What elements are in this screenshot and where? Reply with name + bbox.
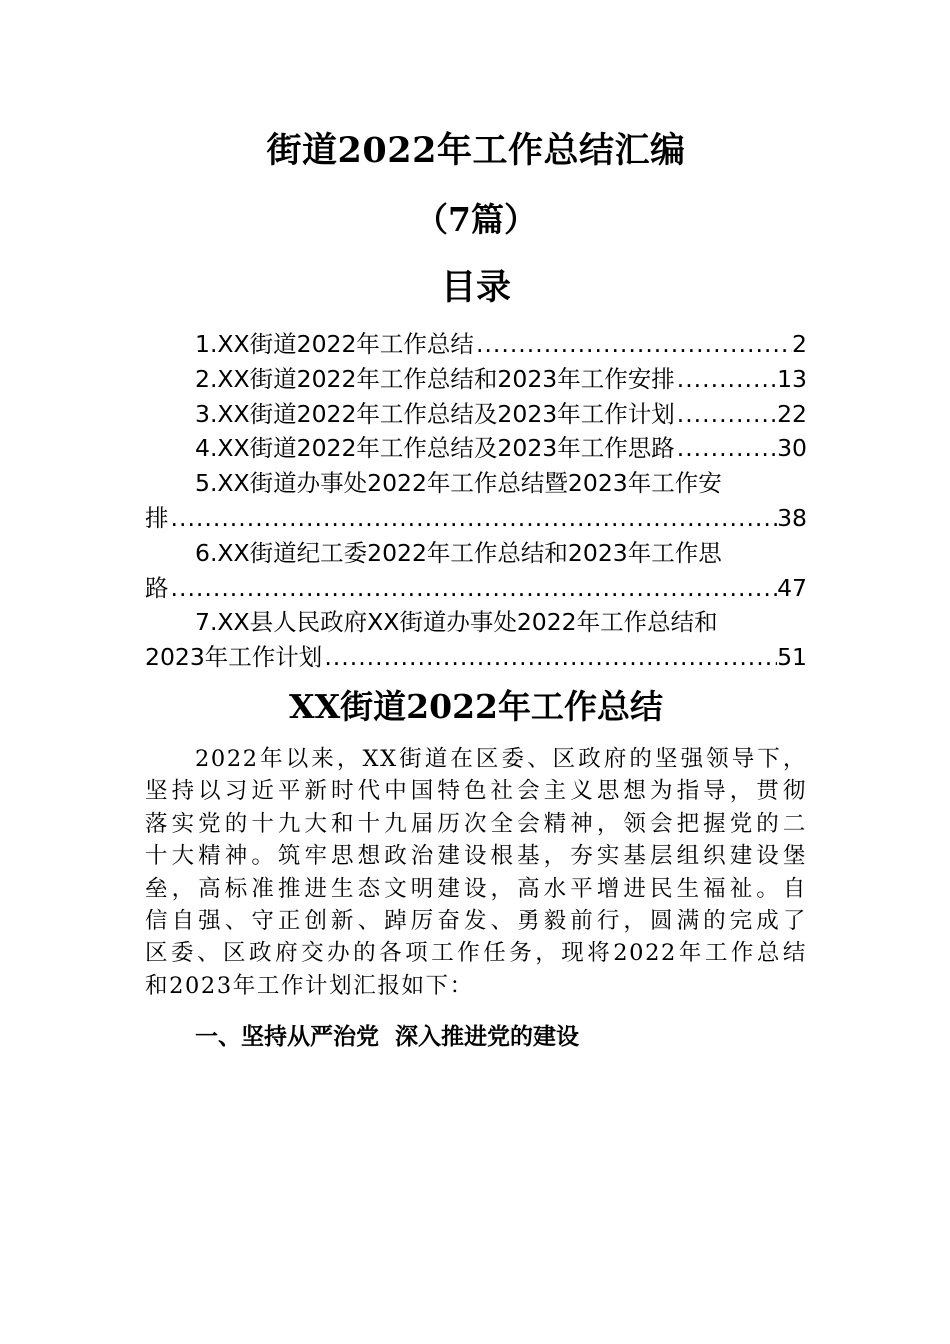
toc-leader-dots bbox=[169, 501, 778, 536]
toc-leader-dots bbox=[322, 640, 777, 675]
section-heading-1: 一、坚持从严治党 深入推进党的建设 bbox=[195, 1024, 580, 1050]
toc-leader-dots bbox=[675, 362, 777, 397]
toc-entry-text: 1.XX街道2022年工作总结 bbox=[195, 330, 474, 358]
toc-leader-dots bbox=[169, 571, 778, 606]
body-paragraph bbox=[145, 743, 807, 1002]
paragraph-line: 落实党的十九大和十九届历次全会精神，领会把握党的二 bbox=[145, 810, 807, 837]
toc-entry-1[interactable] bbox=[145, 327, 807, 362]
toc-entry-text: 7.XX县人民政府XX街道办事处2022年工作总结和 bbox=[195, 608, 718, 637]
toc-entry-text: 2023年工作计划 bbox=[145, 643, 323, 672]
toc-entry-3[interactable] bbox=[145, 397, 807, 432]
toc-entry-text: 2.XX街道2022年工作总结和2023年工作安排 bbox=[195, 364, 675, 393]
toc-page-number: 51 bbox=[777, 643, 807, 672]
paragraph-line: 信自强、守正创新、踔厉奋发、勇毅前行，圆满的完成了 bbox=[145, 907, 807, 934]
paragraph-line: 和2023年工作计划汇报如下： bbox=[145, 972, 474, 999]
toc-entry-text: 5.XX街道办事处2022年工作总结暨2023年工作安 bbox=[195, 469, 722, 498]
paragraph-line: 十大精神。筑牢思想政治建设根基，夯实基层组织建设堡 bbox=[145, 843, 807, 870]
toc-page-number: 30 bbox=[777, 434, 807, 463]
toc-page-number: 13 bbox=[777, 364, 807, 393]
toc-entry-6-line-1[interactable] bbox=[145, 536, 807, 571]
toc-page-number: 22 bbox=[777, 399, 807, 428]
document-subtitle: （7篇） bbox=[415, 200, 537, 239]
toc-leader-dots bbox=[675, 431, 777, 466]
toc-entry-text: 4.XX街道2022年工作总结及2023年工作思路 bbox=[195, 434, 675, 463]
toc-heading: 目录 bbox=[440, 267, 511, 308]
toc-page-number: 38 bbox=[777, 503, 807, 532]
document-title: 街道2022年工作总结汇编 bbox=[266, 130, 686, 171]
toc-entry-6-line-2[interactable] bbox=[145, 571, 807, 606]
paragraph-line: 2022年以来，XX街道在区委、区政府的坚强领导下， bbox=[195, 746, 807, 772]
toc-entry-text: 排 bbox=[145, 503, 169, 532]
toc-leader-dots bbox=[675, 397, 777, 432]
toc-page-number: 47 bbox=[777, 573, 807, 602]
paragraph-line: 区委、区政府交办的各项工作任务，现将2022年工作总结 bbox=[145, 940, 807, 967]
toc-entry-2[interactable] bbox=[145, 362, 807, 397]
toc-entry-7-line-1[interactable] bbox=[145, 605, 807, 640]
table-of-contents bbox=[145, 327, 807, 675]
toc-entry-4[interactable] bbox=[145, 431, 807, 466]
section-title: XX街道2022年工作总结 bbox=[288, 687, 664, 726]
toc-leader-dots bbox=[474, 327, 792, 362]
toc-entry-5-line-1[interactable] bbox=[145, 466, 807, 501]
paragraph-line: 坚持以习近平新时代中国特色社会主义思想为指导，贯彻 bbox=[145, 778, 807, 805]
toc-entry-text: 3.XX街道2022年工作总结及2023年工作计划 bbox=[195, 399, 675, 428]
toc-entry-text: 6.XX街道纪工委2022年工作总结和2023年工作思 bbox=[195, 538, 722, 567]
toc-page-number: 2 bbox=[792, 330, 807, 358]
toc-entry-5-line-2[interactable] bbox=[145, 501, 807, 536]
toc-entry-7-line-2[interactable] bbox=[145, 640, 807, 675]
paragraph-line: 垒，高标准推进生态文明建设，高水平增进民生福祉。自 bbox=[145, 875, 807, 902]
toc-entry-text: 路 bbox=[145, 573, 169, 602]
